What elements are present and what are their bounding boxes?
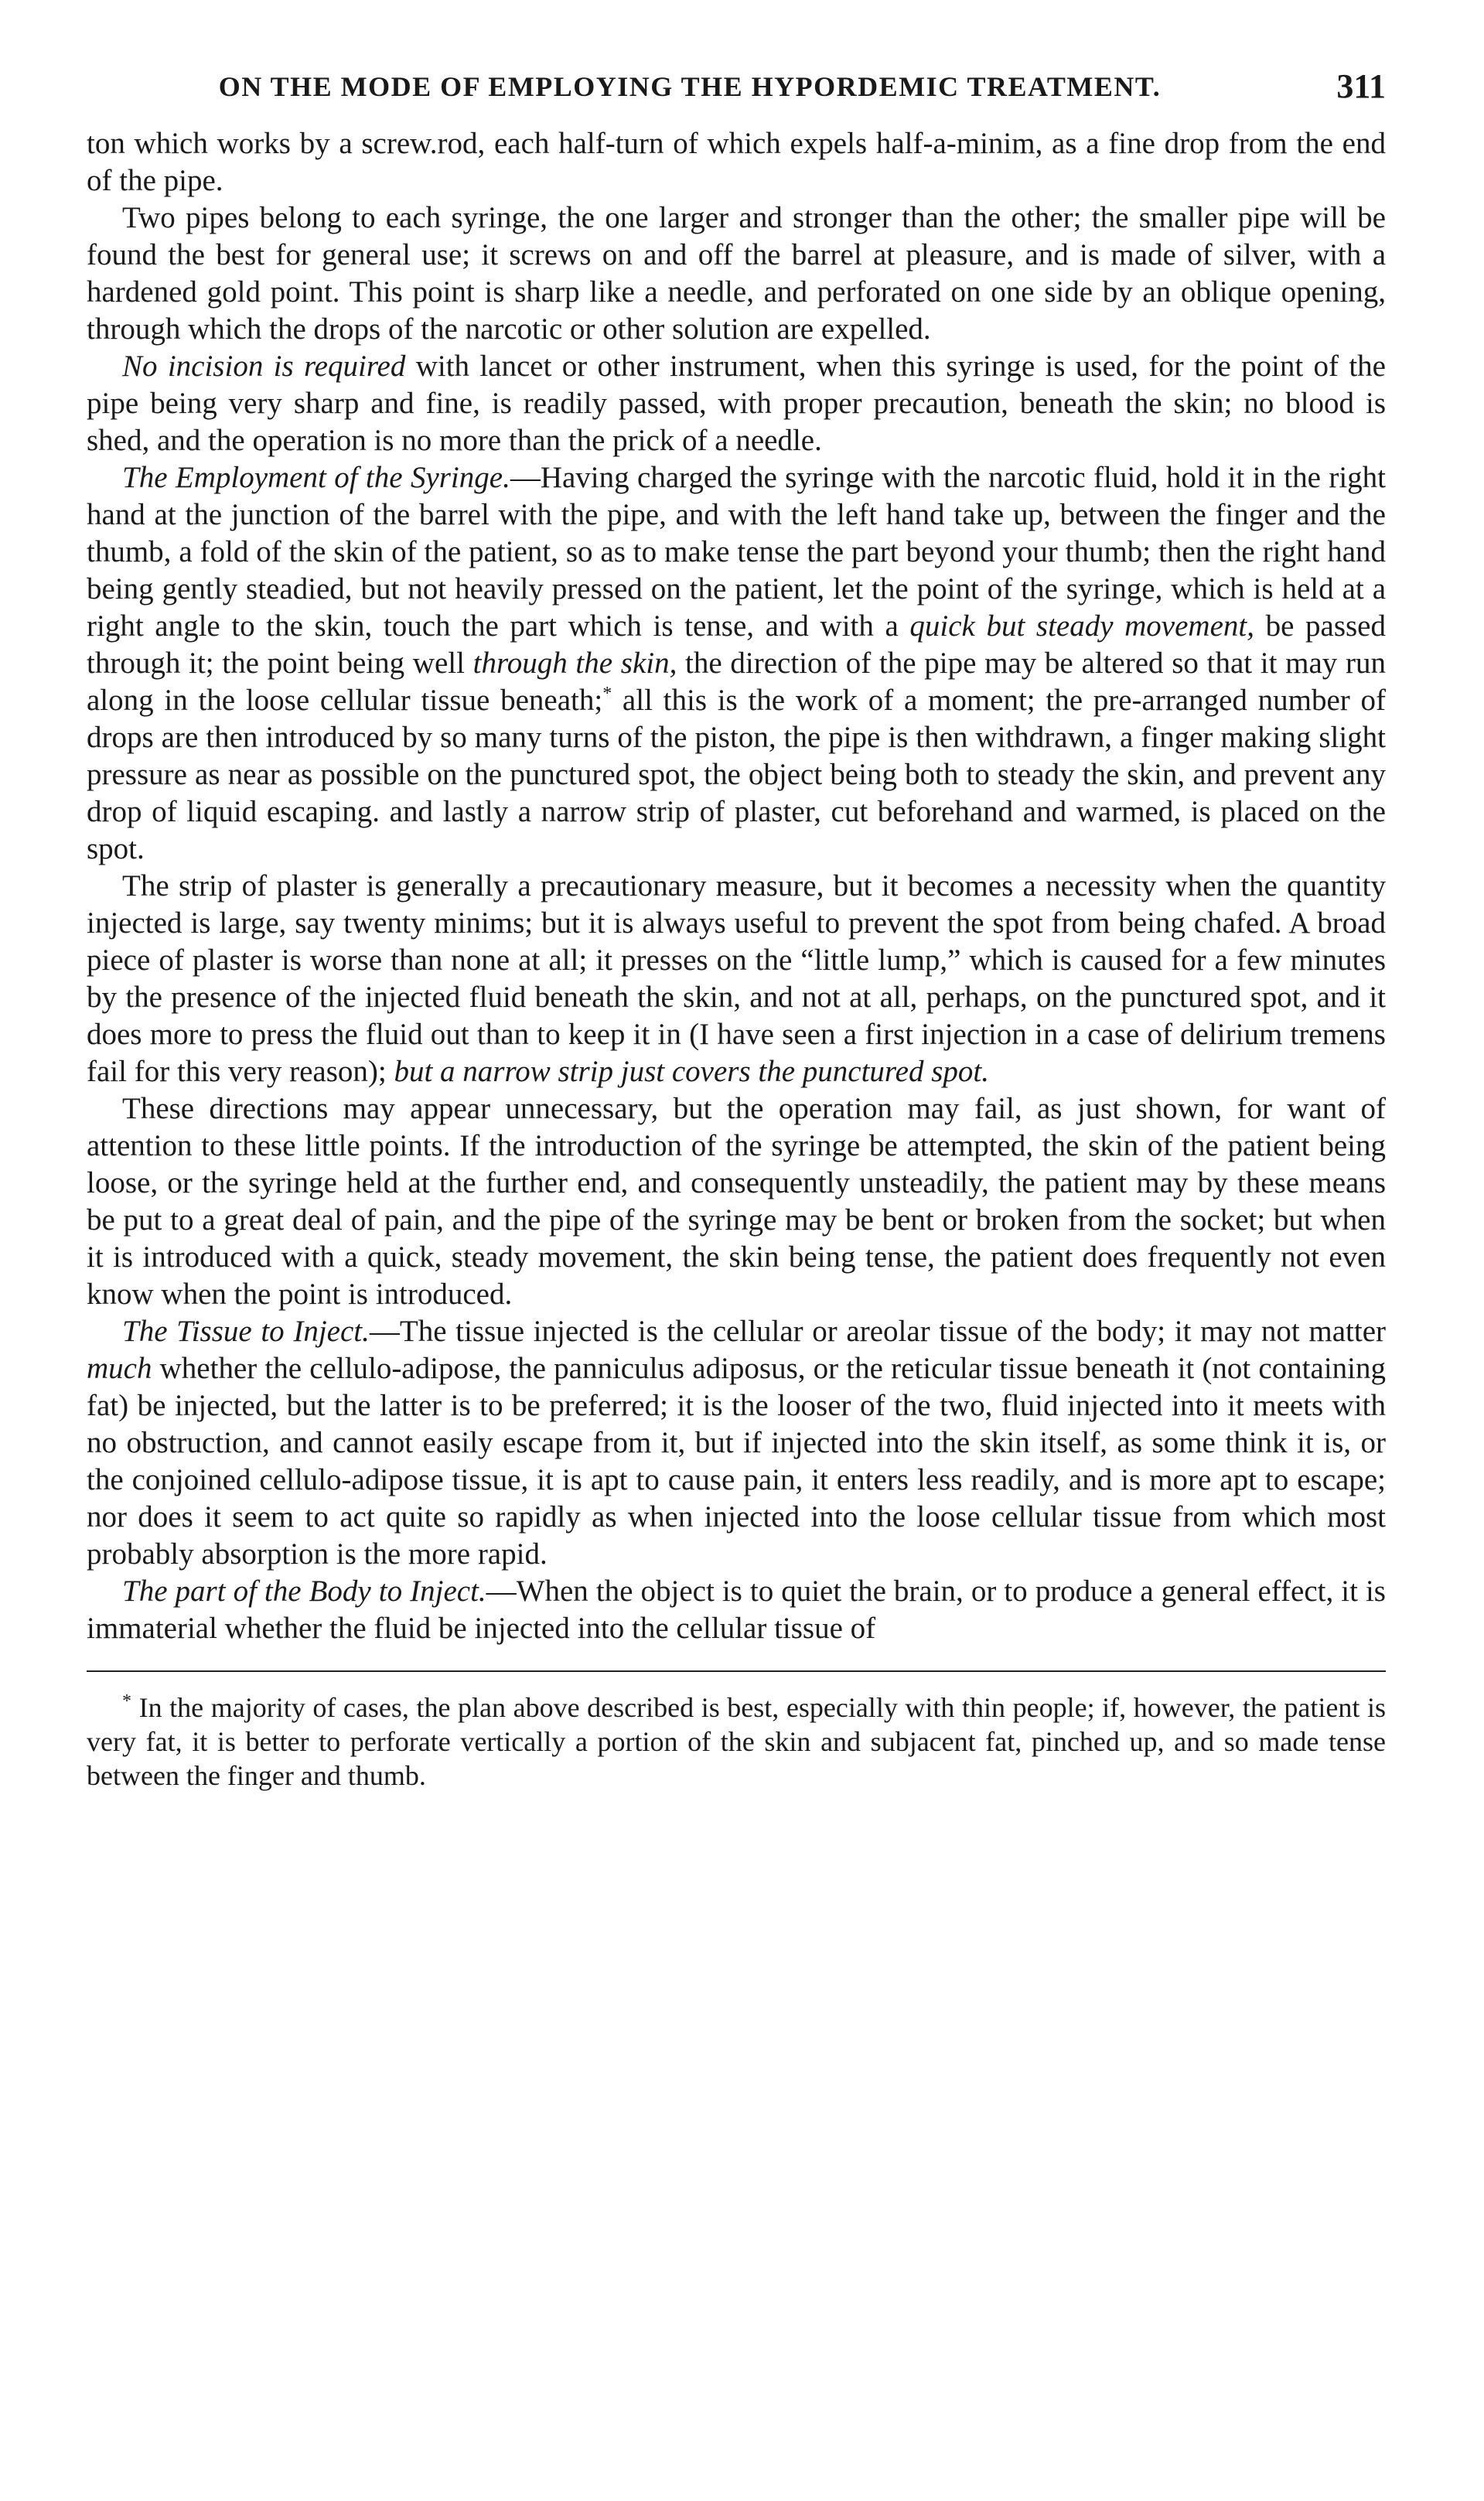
italic-text: The Tissue to Inject.: [122, 1315, 370, 1348]
italic-text: much: [87, 1352, 152, 1385]
running-head: [87, 68, 1386, 114]
text-run: In the majority of cases, the plan above described is best, especially with thin people; if, however, the patient is very fat, it is better to perforate vertically a portion of the skin and subjacent fat, pinched up, and so made tense between the finger and thumb.: [87, 1692, 1386, 1791]
italic-text: The part of the Body to Inject.: [122, 1575, 486, 1608]
paragraph: [87, 868, 1386, 1090]
footnote-marker: *: [602, 684, 612, 704]
text-run: —When the object is to quiet the brain, or to produce a general effect, it is immaterial whether the fluid be injected into the cellular tissue of: [87, 1575, 1386, 1645]
paragraph: [87, 1313, 1386, 1573]
text-run: —The tissue injected is the cellular or areolar tissue of the body; it may not matter: [369, 1315, 1386, 1348]
paragraph: [87, 348, 1386, 459]
text-run: the direction of the pipe may be altered so that it may run along in the loose cellular tissue beneath;: [87, 647, 1386, 717]
text-run: all this is the work of a moment; the pre-arranged number of drops are then introduced by so many turns of the piston, the pipe is then withdrawn, a finger making slight pressure as near as possible on the punctured spot, the object being both to steady the skin, and prevent any drop of liquid escaping. and lastly a narrow strip of plaster, cut beforehand and warmed, is placed on the spot.: [87, 684, 1387, 865]
paragraph: [87, 1090, 1386, 1313]
text-run: These directions may appear unnecessary, but the operation may fail, as just shown, for want of attention to these little points. If the introduction of the syringe be attempted, the skin of the patient being loose, or the syringe held at the further end, and consequently unsteadily, the patient may by these means be put to a great deal of pain, and the pipe of the syringe may be bent or broken from the socket; but when it is introduced with a quick, steady movement, the skin being tense, the patient does frequently not even know when the point is introduced.: [87, 1092, 1386, 1311]
italic-text: No incision is required: [122, 350, 406, 383]
paragraph: [87, 459, 1386, 868]
paragraph: [87, 200, 1386, 348]
text-run: The strip of plaster is generally a precautionary measure, but it becomes a necessity when the quantity injected is large, say twenty minims; but it is always useful to prevent the spot from being chafed. A broad piece of plaster is worse than none at all; it presses on the “little lump,” which is caused for a few minutes by the presence of the injected fluid beneath the skin, and not at all, perhaps, on the punctured spot, and it does more to press the fluid out than to keep it in (I have seen a first injection in a case of delirium tremens fail for this very reason);: [87, 869, 1386, 1088]
text-run: —Having charged the syringe with the narcotic fluid, hold it in the right hand at the junction of the barrel with the pipe, and with the left hand take up, between the finger and the thumb, a fold of the skin of the patient, so as to make tense the part beyond your thumb; then the right hand being gently steadied, but not heavily pressed on the patient, let the point of the syringe, which is held at a right angle to the skin, touch the part which is tense, and with a: [87, 461, 1386, 643]
italic-text: through the skin,: [472, 647, 677, 680]
footnote-text: [87, 1691, 1386, 1793]
footnote-marker: *: [122, 1691, 131, 1711]
paragraph: [87, 1573, 1386, 1647]
text-run: be passed through it; the point being well: [87, 609, 1386, 680]
body-text: [87, 125, 1386, 1647]
text-run: with lancet or other instrument, when this syringe is used, for the point of the pipe being very sharp and fine, is readily passed, with proper precaution, beneath the skin; no blood is shed, and the operation is no more than the prick of a needle.: [87, 350, 1386, 457]
text-run: whether the cellulo-adipose, the panniculus adiposus, or the reticular tissue beneath it (not containing fat) be injected, but the latter is to be preferred; it is the looser of the two, fluid injected into it meets with no obstruction, and cannot easily escape from it, but if injected into the skin itself, as some think it is, or the conjoined cellulo-adipose tissue, it is apt to cause pain, it enters less readily, and is more apt to escape; nor does it seem to act quite so rapidly as when injected into the loose cellular tissue from which most probably absorption is the more rapid.: [87, 1352, 1386, 1571]
page-number: 311: [1336, 67, 1386, 105]
footnote: [87, 1691, 1386, 1793]
paragraph: [87, 125, 1386, 200]
text-run: Two pipes belong to each syringe, the one larger and stronger than the other; the smaller pipe will be found the best for general use; it screws on and off the barrel at pleasure, and is made of silver, with a hardened gold point. This point is sharp like a needle, and perforated on one side by an oblique opening, through which the drops of the narcotic or other solution are expelled.: [87, 201, 1386, 346]
running-head-title: ON THE MODE OF EMPLOYING THE HYPORDEMIC TREATMENT.: [218, 71, 1162, 102]
italic-text: quick but steady movement,: [909, 609, 1254, 643]
italic-text: but a narrow strip just covers the punctured spot.: [394, 1055, 989, 1088]
book-page: [87, 68, 1386, 1793]
text-run: ton which works by a screw.rod, each half-turn of which expels half-a-minim, as a fine drop from the end of the pipe.: [87, 127, 1386, 197]
footnote-rule: [87, 1670, 1386, 1672]
italic-text: The Employment of the Syringe.: [122, 461, 510, 494]
